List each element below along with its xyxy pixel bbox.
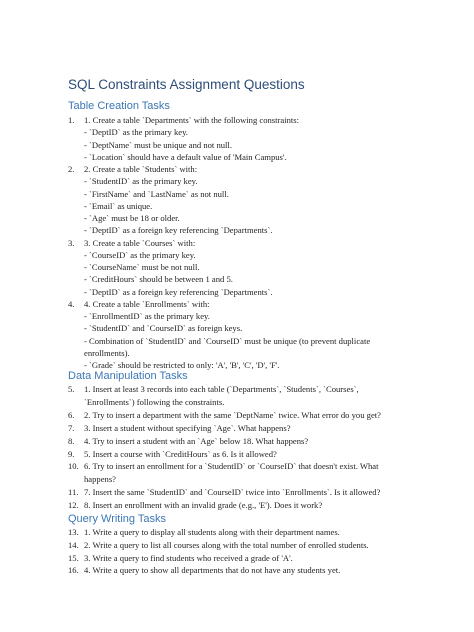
list-item-text: - `StudentID` as the primary key. — [84, 176, 198, 187]
section-heading-query-writing: Query Writing Tasks — [68, 513, 167, 525]
list-item-text: `Enrollments`) following the constraints. — [84, 396, 225, 407]
list-item-text: - `EnrollmentID` as the primary key. — [84, 311, 210, 321]
section-heading-data-manipulation: Data Manipulation Tasks — [68, 370, 188, 382]
list-item-text: 7. Insert the same `StudentID` and `CourseID` twice into `Enrollments`. Is it allowed? — [84, 487, 381, 498]
list-item-number: 8. — [68, 435, 75, 446]
list-item-number: 7. — [68, 422, 75, 433]
section-heading-table-creation: Table Creation Tasks — [68, 100, 170, 112]
list-item-text: - `CourseID` as the primary key. — [84, 249, 196, 260]
list-item-number: 6. — [68, 409, 75, 420]
list-item-number: 14. — [68, 539, 79, 550]
list-item-text: - `StudentID` and `CourseID` as foreign keys. — [84, 323, 243, 334]
list-item-text: 1. Create a table `Departments` with the following constraints: — [84, 115, 300, 125]
list-item-number: 12. — [68, 500, 79, 511]
list-item-text: - `FirstName` and `LastName` as not null. — [84, 188, 229, 199]
list-item-text: - `CourseName` must be not null. — [84, 262, 200, 272]
list-item-text: 3. Write a query to find students who received a grade of 'A'. — [84, 552, 293, 563]
list-item-text: - `CreditHours` should be between 1 and 5. — [84, 274, 233, 285]
list-item-number: 15. — [68, 552, 79, 563]
list-item-text: - `Age` must be 18 or older. — [84, 213, 180, 223]
list-item-number: 2. — [68, 164, 75, 174]
list-item-text: 4. Create a table `Enrollments` with: — [84, 298, 210, 309]
list-item-text: 5. Insert a course with `CreditHours` as 6. Is it allowed? — [84, 448, 277, 459]
list-item-number: 5. — [68, 384, 75, 394]
list-item-text: happens? — [84, 474, 116, 485]
list-item-text: enrollments). — [84, 347, 130, 358]
document-title: SQL Constraints Assignment Questions — [68, 77, 305, 92]
list-item-text: - `DeptID` as a foreign key referencing `Departments`. — [84, 225, 273, 236]
list-item-number: 16. — [68, 565, 79, 576]
list-item-text: - `Email` as unique. — [84, 200, 153, 211]
list-item-number: 11. — [68, 487, 79, 498]
list-item-text: - `Grade` should be restricted to only: 'A', 'B', 'C', 'D', 'F'. — [84, 360, 280, 370]
list-item-text: - `Location` should have a default value of 'Main Campus'. — [84, 151, 287, 162]
list-item-text: 6. Try to insert an enrollment for a `StudentID` or `CourseID` that doesn't exist. What — [84, 461, 379, 472]
list-item-number: 4. — [68, 298, 75, 309]
list-item-text: 1. Insert at least 3 records into each table (`Departments`, `Students`, `Courses`, — [84, 384, 359, 394]
list-item-text: 2. Try to insert a department with the same `DeptName` twice. What error do you get? — [84, 409, 381, 420]
list-item-text: 3. Insert a student without specifying `Age`. What happens? — [84, 422, 291, 433]
list-item-text: 2. Write a query to list all courses along with the total number of enrolled students. — [84, 539, 369, 550]
list-item-number: 13. — [68, 527, 79, 537]
list-item-number: 10. — [68, 461, 79, 472]
list-item-number: 1. — [68, 115, 75, 125]
list-item-text: - `DeptID` as a foreign key referencing `Departments`. — [84, 286, 273, 297]
list-item-number: 9. — [68, 448, 75, 459]
list-item-text: 1. Write a query to display all students along with their department names. — [84, 527, 340, 537]
list-item-text: 2. Create a table `Students` with: — [84, 164, 198, 174]
list-item-text: 8. Insert an enrollment with an invalid grade (e.g., 'E'). Does it work? — [84, 500, 323, 511]
list-item-text: - Combination of `StudentID` and `CourseID` must be unique (to prevent duplicate — [84, 335, 371, 346]
list-item-text: 4. Write a query to show all departments that do not have any students yet. — [84, 565, 341, 576]
list-item-text: - `DeptName` must be unique and not null. — [84, 139, 232, 150]
list-item-text: 3. Create a table `Courses` with: — [84, 237, 196, 248]
list-item-text: - `DeptID` as the primary key. — [84, 127, 188, 138]
list-item-text: 4. Try to insert a student with an `Age` below 18. What happens? — [84, 435, 309, 446]
list-item-number: 3. — [68, 237, 75, 248]
